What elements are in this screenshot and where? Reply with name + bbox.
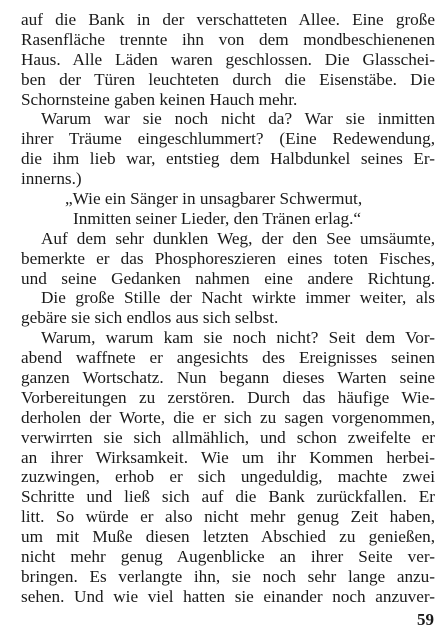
text-line: Warum, warum kam sie noch nicht? Seit dem Vor- — [41, 328, 435, 348]
text-line: Auf dem sehr dunklen Weg, der den See umsäumte, — [41, 228, 435, 248]
text-line: Schritte und ließ sich auf die Bank zurückfallen. Er — [21, 487, 435, 507]
text-line: ben der Türen leuchteten durch die Eisenstäbe. Die — [21, 69, 435, 89]
text-line: sehen. Und wie viel hatten sie einander noch anzuver- — [21, 586, 435, 606]
text-line: gebäre sie sich endlos aus sich selbst. — [21, 308, 279, 328]
page-body — [21, 10, 435, 607]
text-line: und seine Gedanken nahmen eine andere Richtung. — [21, 268, 435, 288]
text-line: Rasenfläche trennte ihn von dem mondbeschienenen — [21, 29, 435, 49]
text-line: Vorbereitungen zu zerstören. Durch das häufige Wie- — [21, 387, 435, 407]
text-line: nicht mehr genug Augenblicke an ihrer Seite ver- — [21, 547, 435, 567]
text-line: um mit Muße diesen letzten Abschied zu genießen, — [21, 527, 435, 547]
verse-line: „Wie ein Sänger in unsagbarer Schwermut, — [65, 189, 363, 209]
page-number: 59 — [417, 610, 434, 629]
text-line: an ihrer Wirksamkeit. Wie um ihr Kommen herbei- — [21, 447, 435, 467]
text-line: Die große Stille der Nacht wirkte immer weiter, als — [41, 288, 435, 308]
text-line: verwirrten sie sich allmählich, und schon zweifelte er — [21, 427, 435, 447]
text-line: bemerkte er das Phosphoreszieren eines toten Fisches, — [21, 248, 435, 268]
text-line: innerns.) — [21, 169, 82, 189]
text-line: derholen der Worte, die er sich zu sagen vorgenommen, — [21, 407, 435, 427]
text-line: litt. So würde er also nicht mehr genug Zeit haben, — [21, 507, 435, 527]
text-line: ihrer Träume eingeschlummert? (Eine Redewendung, — [21, 129, 435, 149]
text-line: Haus. Alle Läden waren geschlossen. Die Glasschei- — [21, 49, 435, 69]
verse-line: Inmitten seiner Lieder, den Tränen erlag.“ — [73, 208, 362, 228]
text-line: Schornsteine gaben keinen Hauch mehr. — [21, 89, 298, 109]
text-line: bringen. Es verlangte ihn, sie noch sehr lange anzu- — [21, 566, 435, 586]
text-line: Warum war sie noch nicht da? War sie inmitten — [41, 109, 435, 129]
text-line: auf die Bank in der verschatteten Allee. Eine große — [21, 10, 435, 29]
text-line: zuzwingen, erhob er sich ungeduldig, machte zwei — [21, 467, 435, 487]
text-line: die ihm lieb war, entstieg dem Halbdunkel seines Er- — [21, 149, 435, 169]
text-line: abend waffnete er angesichts des Ereignisses seinen — [21, 348, 435, 368]
text-line: ganzen Wortschatz. Nun begann dieses Warten seine — [21, 368, 435, 388]
